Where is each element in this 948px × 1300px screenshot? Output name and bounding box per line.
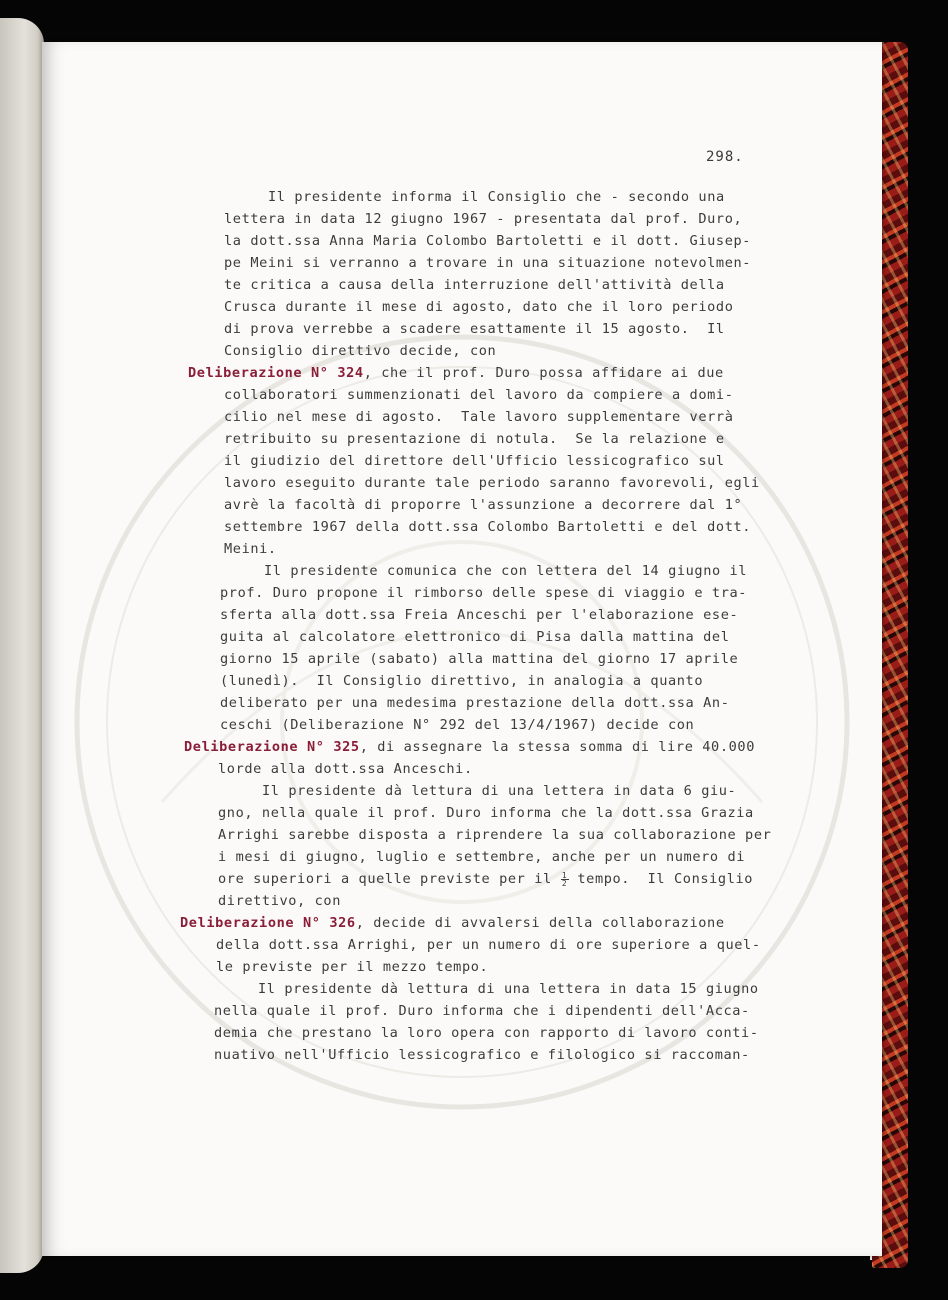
text-line: Deliberazione N° 326, decide di avvalersi della collaborazione: [180, 915, 725, 931]
text-line: settembre 1967 della dott.ssa Colombo Bartoletti e del dott.: [224, 519, 752, 535]
text-line: di prova verrebbe a scadere esattamente il 15 agosto. Il: [224, 321, 725, 337]
text-line: Il presidente dà lettura di una lettera in data 15 giugno: [258, 981, 759, 997]
text-line: retribuito su presentazione di notula. Se la relazione e: [224, 431, 725, 447]
text-line: te critica a causa della interruzione dell'attività della: [224, 277, 725, 293]
text-line: direttivo, con: [218, 893, 341, 909]
text-line: demia che prestano la loro opera con rapporto di lavoro conti-: [214, 1025, 759, 1041]
text-line: Deliberazione N° 325, di assegnare la stessa somma di lire 40.000: [184, 739, 755, 755]
text-line: i mesi di giugno, luglio e settembre, anche per un numero di: [218, 849, 746, 865]
text-line: prof. Duro propone il rimborso delle spese di viaggio e tra-: [220, 585, 748, 601]
text-line: ore superiori a quelle previste per il $\frac{1}{2}$ tempo. Il Consiglio: [218, 870, 754, 888]
text-line: deliberato per una medesima prestazione della dott.ssa An-: [220, 695, 730, 711]
text-line: lorde alla dott.ssa Anceschi.: [218, 761, 473, 777]
text-line: (lunedì). Il Consiglio direttivo, in analogia a quanto: [220, 673, 704, 689]
text-line: lettera in data 12 giugno 1967 - presentata dal prof. Duro,: [224, 211, 743, 227]
text-line: cilio nel mese di agosto. Tale lavoro supplementare verrà: [224, 409, 734, 425]
text-line: avrè la facoltà di proporre l'assunzione a decorrere dal 1°: [224, 497, 743, 513]
text-line: gno, nella quale il prof. Duro informa che la dott.ssa Grazia: [218, 805, 754, 821]
deliberation-label: Deliberazione N° 325: [184, 739, 360, 755]
text-line: Il presidente comunica che con lettera del 14 giugno il: [264, 563, 748, 579]
text-line: Deliberazione N° 324, che il prof. Duro possa affidare ai due: [188, 365, 724, 381]
text-line: Il presidente dà lettura di una lettera in data 6 giu-: [262, 783, 737, 799]
text-line: nuativo nell'Ufficio lessicografico e filologico si raccoman-: [214, 1047, 750, 1063]
one-half-fraction: $\frac{1}{2}$: [561, 870, 568, 888]
text-line: giorno 15 aprile (sabato) alla mattina del giorno 17 aprile: [220, 651, 739, 667]
text-line: il giudizio del direttore dell'Ufficio lessicografico sul: [224, 453, 725, 469]
text-line: Meini.: [224, 541, 277, 557]
text-line: collaboratori summenzionati del lavoro da compiere a domi-: [224, 387, 734, 403]
text-line: le previste per il mezzo tempo.: [216, 959, 489, 975]
deliberation-label: Deliberazione N° 326: [180, 915, 356, 931]
text-line: lavoro eseguito durante tale periodo saranno favorevoli, egli: [224, 475, 760, 491]
text-line: ceschi (Deliberazione N° 292 del 13/4/1967) decide con: [220, 717, 695, 733]
text-line: Consiglio direttivo decide, con: [224, 343, 497, 359]
text-line: guita al calcolatore elettronico di Pisa dalla mattina del: [220, 629, 730, 645]
text-line: Crusca durante il mese di agosto, dato che il loro periodo: [224, 299, 734, 315]
text-line: nella quale il prof. Duro informa che i dipendenti dell'Acca-: [214, 1003, 750, 1019]
page-number: 298.: [706, 149, 744, 165]
text-line: sferta alla dott.ssa Freia Anceschi per l'elaborazione ese-: [220, 607, 739, 623]
text-line: pe Meini si verranno a trovare in una situazione notevolmen-: [224, 255, 752, 271]
left-page-edge: [0, 18, 44, 1273]
text-line: Arrighi sarebbe disposta a riprendere la sua collaborazione per: [218, 827, 772, 843]
text-line: la dott.ssa Anna Maria Colombo Bartoletti e il dott. Giusep-: [224, 233, 752, 249]
document-page: [42, 42, 882, 1256]
text-line: della dott.ssa Arrighi, per un numero di ore superiore a quel-: [216, 937, 761, 953]
text-line: Il presidente informa il Consiglio che - secondo una: [268, 189, 725, 205]
deliberation-label: Deliberazione N° 324: [188, 365, 364, 381]
